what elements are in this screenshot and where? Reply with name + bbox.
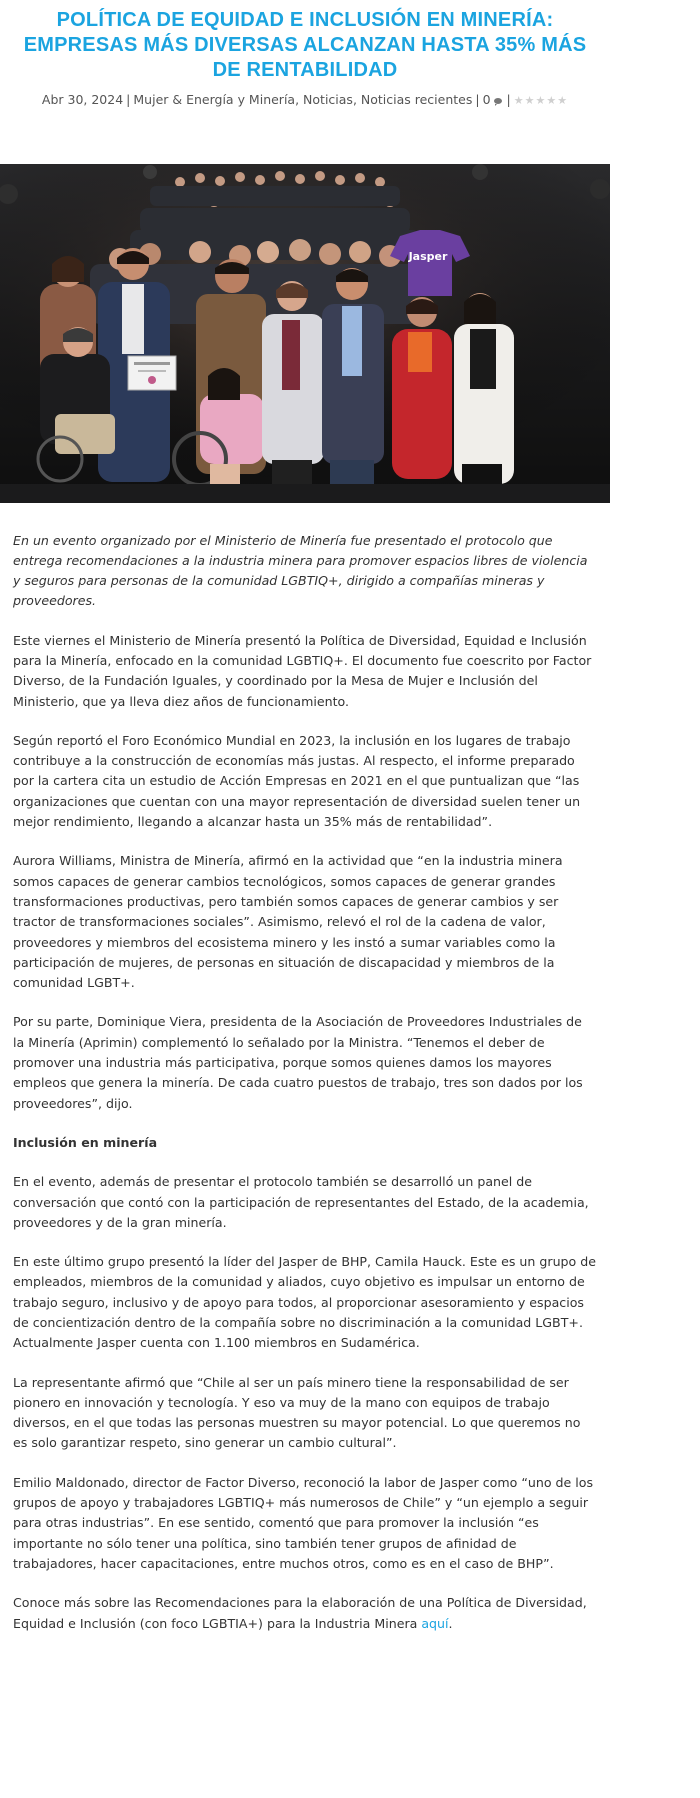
comment-count: 0 bbox=[482, 92, 491, 107]
comment-icon bbox=[494, 98, 502, 104]
stage-light bbox=[472, 164, 488, 180]
closing-paragraph bbox=[13, 1593, 597, 1634]
star-rating[interactable]: ★★★★★ bbox=[513, 93, 569, 107]
post-meta: Abr 30, 2024 | Mujer & Energía y Minería, Noticias, Noticias recientes | 0 | ★★★★★ bbox=[10, 91, 600, 110]
paragraph: Emilio Maldonado, director de Factor Diverso, reconoció la labor de Jasper como “uno de los grupos de apoyo y trabajadores LGBTIQ+ más numerosos de Chile” y “un ejemplo a seguir para otras industrias”. En ese sentido, comentó que para promover la inclusión “es importante no sólo tener una política, sino también tener grupos de afinidad de trabajadores, hacer capacitaciones, entre muchos otros, como es en el caso de BHP”. bbox=[13, 1474, 594, 1571]
article-title: POLÍTICA DE EQUIDAD E INCLUSIÓN EN MINERÍA: EMPRESAS MÁS DIVERSAS ALCANZAN HASTA 35% MÁS DE RENTABILIDAD bbox=[23, 9, 587, 81]
category-link-noticias-recientes[interactable]: Noticias recientes bbox=[360, 92, 473, 107]
category-link-noticias[interactable]: Noticias bbox=[303, 92, 353, 107]
paragraph: Este viernes el Ministerio de Minería presentó la Política de Diversidad, Equidad e Inclusión para la Minería, enfocado en la comunidad LGBTIQ+. El documento fue coescrito por Factor Diverso, de la Fundación Iguales, y coordinado por la Mesa de Mujer e Inclusión del Ministerio, que ya lleva diez años de funcionamiento. bbox=[13, 632, 592, 709]
certificate bbox=[128, 356, 176, 390]
paragraph: En este último grupo presentó la líder del Jasper de BHP, Camila Hauck. Este es un grupo de empleados, miembros de la comunidad y aliados, cuyo objetivo es impulsar un entorno de trabajo seguro, inclusivo y de apoyo para todos, al proporcionar asesoramiento y espacios de concientización dentro de la compañía sobre no discriminación a la comunidad LGBT+. Actualmente Jasper cuenta con 1.100 miembros en Sudamérica. bbox=[13, 1254, 597, 1351]
shirt-text: Jasper bbox=[408, 249, 448, 263]
group-photo bbox=[0, 164, 610, 503]
article-header bbox=[0, 0, 610, 110]
paragraph: Por su parte, Dominique Viera, presidenta de la Asociación de Proveedores Industriales de la Minería (Aprimin) complementó lo señalado por la Ministra. “Tenemos el deber de promover una industria más participativa, porque somos quienes damos los mayores empleos que genera la minería. De cada cuatro puestos de trabajo, tres son dados por los proveedores”, dijo. bbox=[13, 1014, 583, 1111]
featured-image bbox=[0, 164, 610, 503]
stage-light bbox=[590, 179, 610, 199]
paragraph: En el evento, además de presentar el protocolo también se desarrolló un panel de conversación que contó con la participación de representantes del Estado, de la academia, proveedores y de la gran minería. bbox=[13, 1174, 589, 1230]
stage-floor bbox=[0, 484, 610, 503]
article-lead: En un evento organizado por el Ministerio de Minería fue presentado el protocolo que entrega recomendaciones a la industria minera para promover espacios libres de violencia y seguros para personas de la comunidad LGBTIQ+, dirigido a compañías mineras y proveedores. bbox=[13, 532, 588, 609]
closing-text: Conoce más sobre las Recomendaciones para la elaboración de una Política de Diversidad, Equidad e Inclusión (con foco LGBTIA+) para la Industria Minera bbox=[13, 1595, 587, 1631]
stage-light bbox=[143, 165, 157, 179]
article-body bbox=[0, 503, 610, 1634]
category-link-mujer-energia[interactable]: Mujer & Energía y Minería bbox=[133, 92, 296, 107]
closing-end: . bbox=[448, 1615, 453, 1631]
comments-link[interactable] bbox=[483, 92, 504, 107]
post-date: Abr 30, 2024 bbox=[41, 92, 124, 107]
paragraph: La representante afirmó que “Chile al ser un país minero tiene la responsabilidad de ser pionero en innovación y tecnología. Y eso va muy de la mano con equipos de trabajo diversos, en el que todas las personas muestren su mayor potencial. Lo que queremos no es solo garantizar respeto, sino generar un cambio cultural”. bbox=[13, 1374, 581, 1451]
section-subheading: Inclusión en minería bbox=[13, 1134, 158, 1150]
paragraph: Aurora Williams, Ministra de Minería, afirmó en la actividad que “en la industria minera somos capaces de generar cambios tecnológicos, somos capaces de generar grandes transformaciones productivas, pero también somos capaces de generar cambios y ser tractor de transformaciones sociales”. Asimismo, relevó el rol de la cadena de valor, proveedores y miembros del ecosistema minero y les instó a sumar variables como la participación de mujeres, de personas en situación de discapacidad y miembros de la comunidad LGBT+. bbox=[13, 853, 563, 991]
paragraph: Según reportó el Foro Económico Mundial en 2023, la inclusión en los lugares de trabajo contribuye a la construcción de economías más justas. Al respecto, el informe preparado por la cartera cita un estudio de Acción Empresas en 2021 en el que puntualizan que “las organizaciones que cuentan con una mayor representación de diversidad suelen tener un mejor rendimiento, llegando a alcanzar hasta un 35% más de rentabilidad”. bbox=[13, 732, 581, 830]
recommendations-link[interactable]: aquí bbox=[421, 1615, 449, 1631]
